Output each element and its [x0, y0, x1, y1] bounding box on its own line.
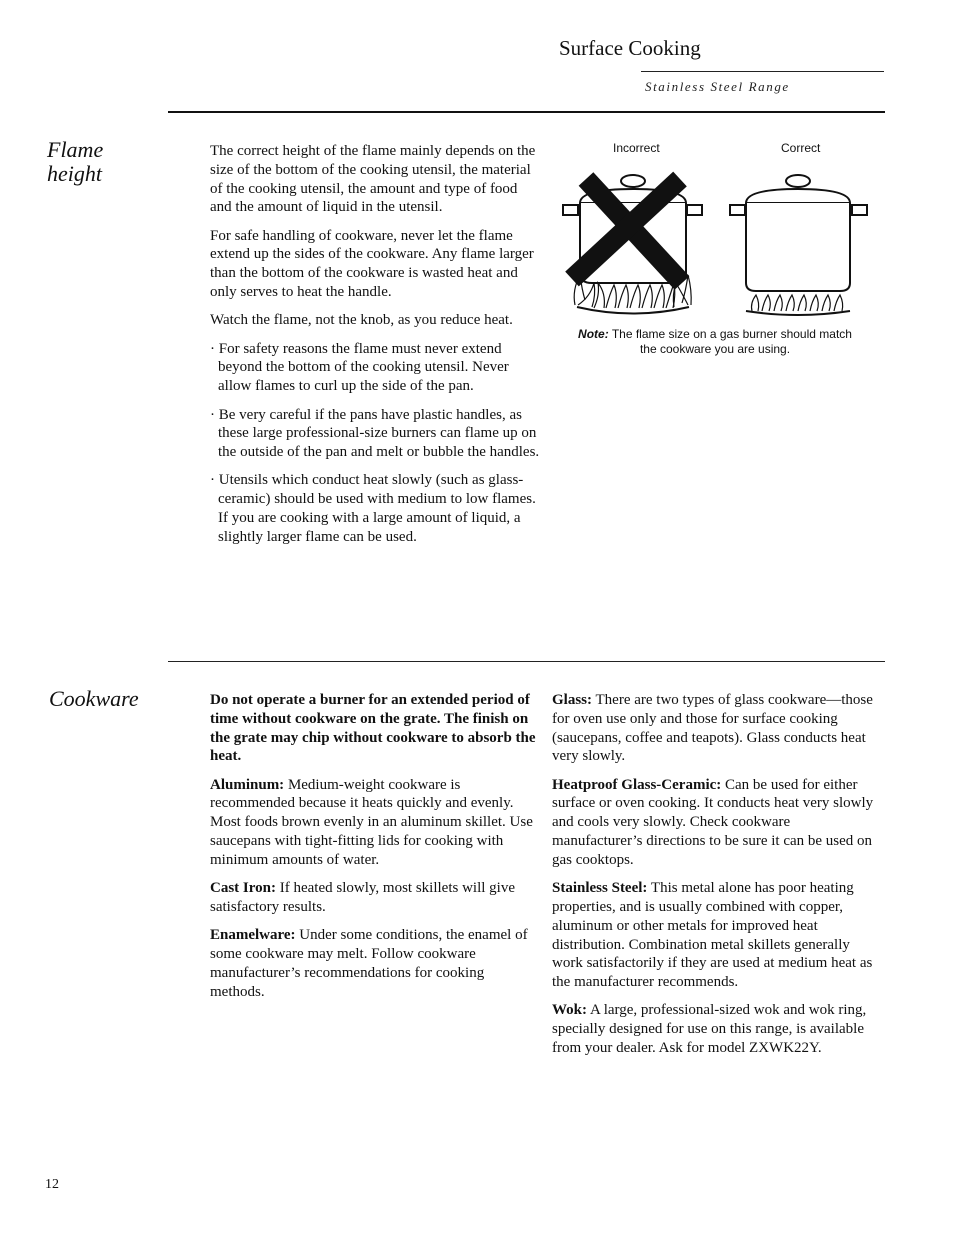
flame-height-heading [47, 138, 157, 186]
page-title: Surface Cooking [559, 36, 701, 60]
cookware-heading: Cookware [49, 686, 139, 711]
cookware-desc: Medium-weight cookware is recommended because it heats quickly and evenly. Most foods brown evenly in an aluminum skillet. Use saucepans with tight-fitting lids for cooking with minimum amounts of water. [210, 776, 533, 868]
figure-note [570, 327, 860, 357]
flame-paragraph: Watch the flame, not the knob, as you reduce heat. [210, 312, 513, 329]
cookware-item [210, 926, 540, 1001]
flame-paragraph: For safe handling of cookware, never let the flame extend up the sides of the cookware. Any flame larger than the bottom of the cookware is wasted heat and only serves to heat the handle. [210, 227, 534, 301]
cookware-left-column [210, 691, 540, 1011]
flame-height-body [210, 142, 542, 556]
header-divider [168, 111, 885, 113]
cookware-item [210, 776, 540, 870]
cookware-term: Stainless Steel: [552, 880, 648, 897]
cookware-warning-text: Do not operate a burner for an extended period of time without cookware on the grate. The finish on the grate may chip without cookware to absorb the heat. [210, 692, 536, 765]
cookware-term: Wok: [552, 1002, 588, 1019]
cookware-desc: Can be used for either surface or oven cooking. It conducts heat very slowly and cools very slowly. Check cookware manufacturer’s directions to be sure it can be used on gas cooktops. [552, 776, 874, 868]
page-number: 12 [45, 1177, 59, 1192]
header-divider-short [641, 71, 884, 72]
cookware-item [552, 1001, 877, 1057]
cookware-item [552, 691, 877, 766]
cookware-warning [210, 691, 540, 766]
cookware-right-column [552, 691, 877, 1067]
cookware-desc: Under some conditions, the enamel of some cookware may melt. Follow cookware manufacturer’s recommendations for cooking methods. [210, 927, 528, 1000]
note-text: The flame size on a gas burner should match the cookware you are using. [611, 327, 852, 356]
cookware-term: Aluminum: [210, 776, 285, 793]
flame-size-illustration [560, 165, 875, 325]
page-subtitle: Stainless Steel Range [645, 79, 790, 94]
section-divider [168, 661, 885, 662]
cookware-desc: There are two types of glass cookware—those for oven use only and those for surface cooking (saucepans, coffee and teapots). Glass conducts heat very slowly. [552, 692, 873, 765]
flame-paragraph: The correct height of the flame mainly depends on the size of the bottom of the cooking utensil, the material of the cooking utensil, the amount and type of food and the amount of liquid in the utensil. [210, 143, 536, 216]
flame-bullet: · For safety reasons the flame must never extend beyond the bottom of the cooking utensil. Never allow flames to curl up the side of the pan. [210, 340, 509, 395]
flame-heading-line2: height [47, 161, 102, 186]
cookware-item [552, 776, 877, 870]
cookware-desc: A large, professional-sized wok and wok ring, specially designed for use on this range, is available from your dealer. Ask for model ZXWK22Y. [552, 1002, 867, 1057]
cookware-desc: If heated slowly, most skillets will give satisfactory results. [210, 880, 515, 915]
note-label: Note: [578, 327, 609, 341]
cookware-item [552, 879, 877, 992]
flame-heading-line1: Flame [47, 137, 104, 162]
flame-bullet: · Be very careful if the pans have plastic handles, as these large professional-size burners can flame up on the outside of the pan and melt or bubble the handles. [210, 406, 540, 461]
cookware-term: Cast Iron: [210, 880, 276, 897]
cookware-term: Heatproof Glass-Ceramic: [552, 776, 722, 793]
flame-bullet: · Utensils which conduct heat slowly (such as glass-ceramic) should be used with medium to low flames. If you are cooking with a large amount of liquid, a slightly larger flame can be used. [210, 472, 536, 545]
cookware-term: Enamelware: [210, 927, 296, 944]
cookware-item [210, 879, 540, 917]
correct-pot-icon [730, 175, 867, 291]
cookware-term: Glass: [552, 692, 593, 708]
figure-label-incorrect: Incorrect [613, 141, 660, 155]
figure-label-correct: Correct [781, 141, 821, 155]
correct-flame-icon [746, 295, 850, 315]
cookware-desc: This metal alone has poor heating properties, and is usually combined with copper, aluminum or other metals for improved heat distribution. Combination metal skillets generally work satisfactorily if they are used at medium heat as the manufacturer recommends. [552, 880, 873, 991]
